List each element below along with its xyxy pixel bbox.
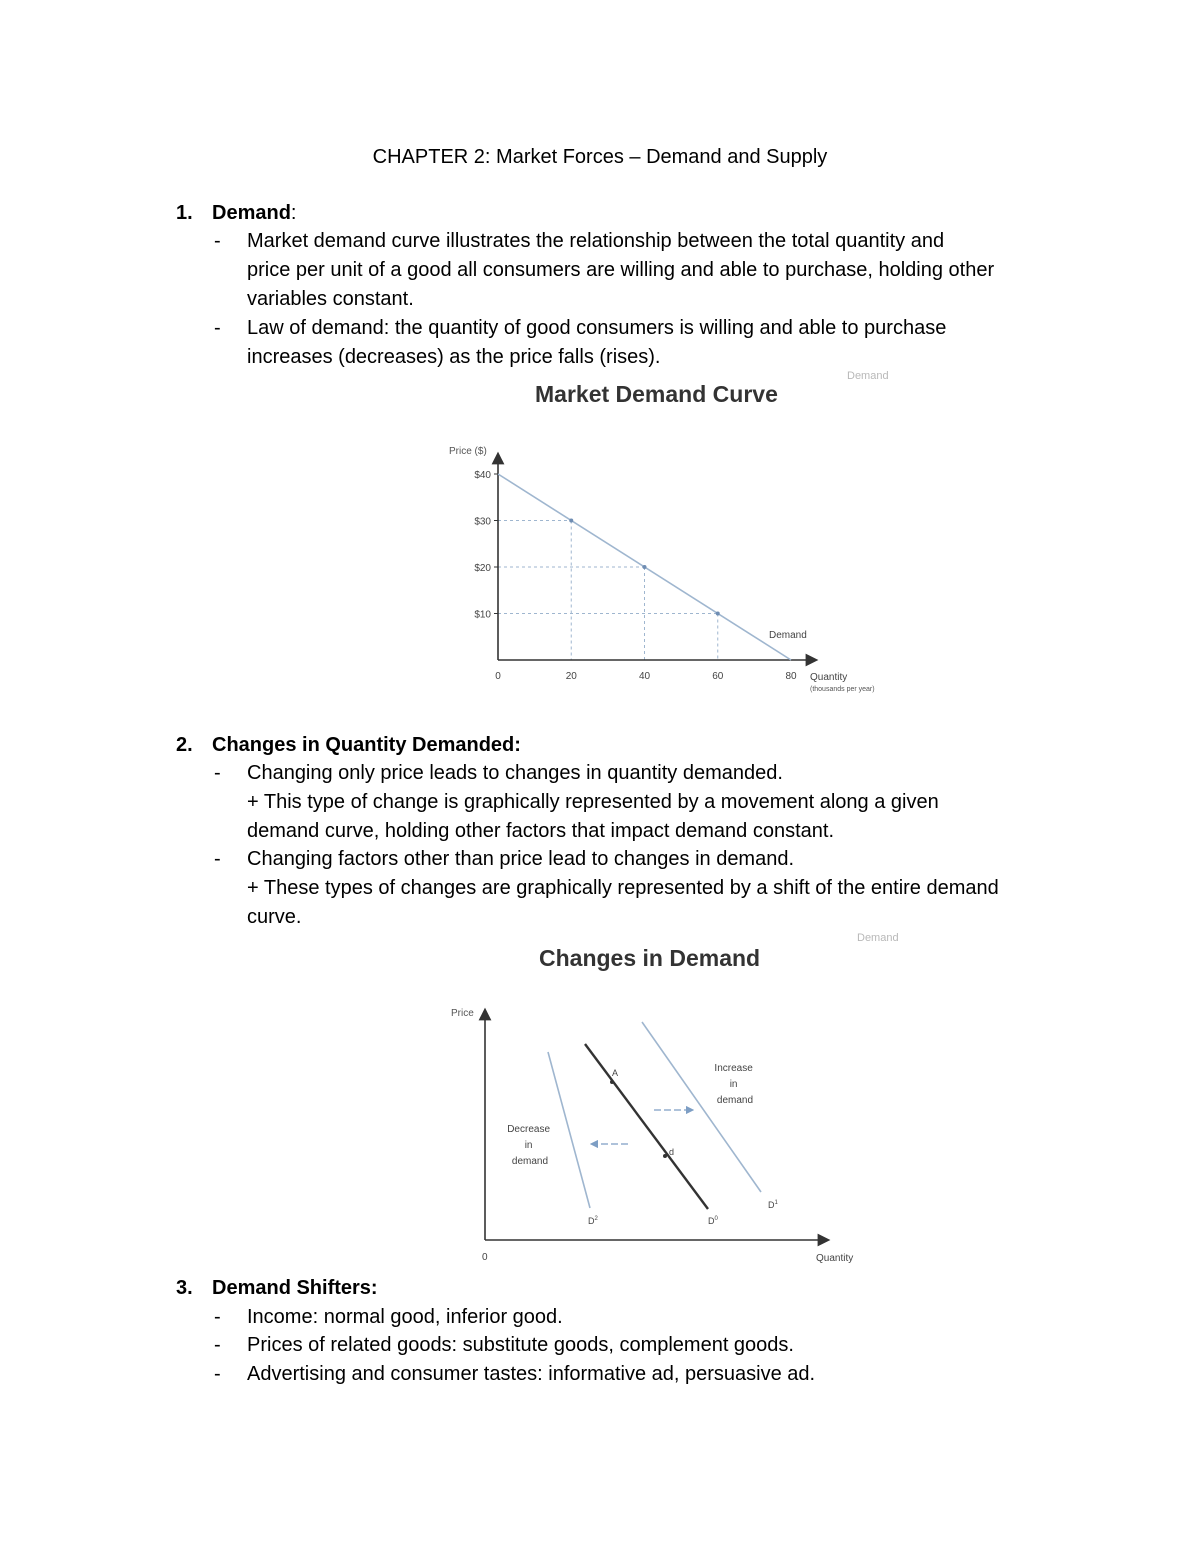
x-axis-label: Quantity [810, 672, 848, 683]
chart-title: Changes in Demand [539, 945, 761, 971]
bullet-dash: - [214, 317, 221, 339]
x-tick-label: 60 [712, 671, 724, 682]
y-axis-label: Price ($) [449, 446, 487, 457]
section-heading: Demand Shifters: [212, 1277, 378, 1299]
bullet-dash: - [214, 230, 221, 252]
y-tick-label: $40 [474, 470, 491, 481]
bullet-text-line: Prices of related goods: substitute goods, complement goods. [247, 1334, 794, 1356]
x-tick-label: 0 [495, 671, 501, 682]
bullet-text-line: Advertising and consumer tastes: informative ad, persuasive ad. [247, 1363, 816, 1385]
bullet-text-line: Law of demand: the quantity of good consumers is willing and able to purchase [247, 317, 947, 339]
bullet-text-line: variables constant. [247, 288, 414, 310]
curve-label-d0: $D^0$ [708, 1216, 718, 1226]
decrease-annotation: Decrease in demand [507, 1124, 551, 1167]
data-point [716, 612, 720, 616]
section-heading: Demand: [212, 202, 297, 224]
section-number: 3. [176, 1277, 193, 1299]
chart-gridlines [498, 521, 718, 661]
x-axis-sublabel: (thousands per year) [810, 686, 875, 693]
bullet-text-line: Income: normal good, inferior good. [247, 1306, 563, 1328]
origin-label: 0 [482, 1252, 488, 1263]
bullet-text-line: increases (decreases) as the price falls (rises). [247, 346, 661, 368]
chart-watermark: Demand [847, 370, 889, 382]
chart-title: Market Demand Curve [535, 381, 778, 407]
bullet-text-line: Changing only price leads to changes in quantity demanded. [247, 762, 783, 784]
bullet-text-line: curve. [247, 906, 302, 928]
y-tick-labels [474, 470, 498, 621]
y-axis-label: Price [451, 1008, 474, 1019]
curve-label-d2: $D^2$ [588, 1216, 598, 1226]
x-tick-labels [495, 671, 797, 682]
bullet-dash: - [214, 1306, 221, 1328]
bullet-text-line: Market demand curve illustrates the relationship between the total quantity and [247, 230, 945, 252]
series-label: Demand [769, 630, 807, 641]
market-demand-chart [440, 440, 910, 705]
bullet-dash: - [214, 762, 221, 784]
curve-label-d1: $D^1$ [768, 1200, 778, 1210]
data-point [643, 565, 647, 569]
y-tick-label: $20 [474, 563, 491, 574]
point-label-d: d [669, 1147, 675, 1157]
x-tick-label: 80 [785, 671, 797, 682]
curve-d1 [642, 1022, 761, 1192]
point-a-marker [610, 1080, 614, 1084]
bullet-text-line: demand curve, holding other factors that impact demand constant. [247, 820, 835, 842]
bullet-dash: - [214, 1334, 221, 1356]
y-tick-label: $30 [474, 516, 491, 528]
point-d-marker [663, 1154, 667, 1158]
bullet-text-line: + These types of changes are graphically represented by a shift of the entire demand [247, 877, 999, 899]
x-axis-label: Quantity [816, 1253, 854, 1264]
bullet-dash: - [214, 1363, 221, 1385]
section-number: 1. [176, 202, 193, 224]
y-tick-label: $10 [474, 609, 491, 621]
point-label-a: A [612, 1068, 619, 1078]
x-tick-label: 40 [638, 671, 651, 682]
bullet-text-line: price per unit of a good all consumers are willing and able to purchase, holding other [247, 259, 995, 281]
chart-watermark: Demand [857, 932, 899, 944]
curve-d0 [585, 1044, 708, 1209]
section-heading: Changes in Quantity Demanded: [212, 734, 521, 756]
section-number: 2. [176, 734, 193, 756]
data-point [569, 519, 573, 523]
increase-annotation: Increase in demand [714, 1063, 754, 1106]
bullet-dash: - [214, 848, 221, 870]
bullet-text-line: Changing factors other than price lead to changes in demand. [247, 848, 795, 870]
curve-d2 [548, 1052, 590, 1208]
changes-in-demand-chart [440, 1000, 880, 1270]
bullet-text-line: + This type of change is graphically represented by a movement along a given [247, 791, 939, 813]
page-title: CHAPTER 2: Market Forces – Demand and Supply [372, 146, 828, 168]
x-tick-label: 20 [565, 671, 577, 682]
